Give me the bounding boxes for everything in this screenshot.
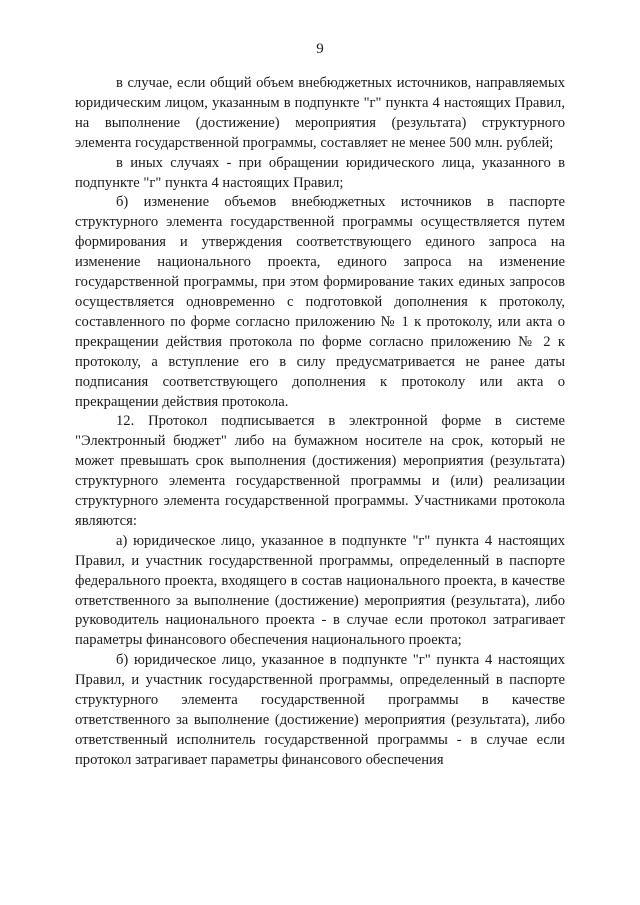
document-body (75, 74, 565, 771)
paragraph-item-b-budget-change: б) изменение объемов внебюджетных источников в паспорте структурного элемента государственной программы осуществляется путем формирования и утверждения соответствующего единого запроса на изменение национального проекта, единого запроса на изменение государственной программы, при этом формирование таких единых запросов осуществляется одновременно с подготовкой дополнения к протоколу, составленного по форме согласно приложению № 1 к протоколу, или акта о прекращении действия протокола по форме согласно приложению № 2 к протоколу, а вступление его в силу предусматривается не ранее даты подписания соответствующего дополнения к протоколу или акта о прекращении действия протокола. (75, 194, 565, 410)
paragraph-item-b-participants: б) юридическое лицо, указанное в подпункте "г" пункта 4 настоящих Правил, и участник государственной программы, определенный в паспорте структурного элемента государственной программы в качестве ответственного за выполнение (достижение) мероприятия (результата), либо ответственный исполнитель государственной программы - в случае если протокол затрагивает параметры финансового обеспечения (75, 652, 565, 768)
page-number: 9 (316, 41, 324, 57)
paragraph-other-cases: в иных случаях - при обращении юридического лица, указанного в подпункте "г" пункта 4 настоящих Правил; (75, 154, 565, 191)
paragraph-threshold-case: в случае, если общий объем внебюджетных источников, направляемых юридическим лицом, указанным в подпункте "г" пункта 4 настоящих Правил, на выполнение (достижение) мероприятия (результата) структурного элемента государственной программы, составляет не менее 500 млн. рублей; (75, 75, 565, 151)
paragraph-item-12-protocol: 12. Протокол подписывается в электронной форме в системе "Электронный бюджет" либо на бумажном носителе на срок, который не может превышать срок выполнения (достижения) мероприятия (результата) структурного элемента государственной программы и (или) реализации структурного элемента государственной программы. Участниками протокола являются: (75, 413, 565, 529)
paragraph-item-a-participants: а) юридическое лицо, указанное в подпункте "г" пункта 4 настоящих Правил, и участник государственной программы, определенный в паспорте федерального проекта, входящего в состав национального проекта, в качестве ответственного за выполнение (достижение) мероприятия (результата), либо руководитель национального проекта - в случае если протокол затрагивает параметры финансового обеспечения национального проекта; (75, 532, 565, 649)
